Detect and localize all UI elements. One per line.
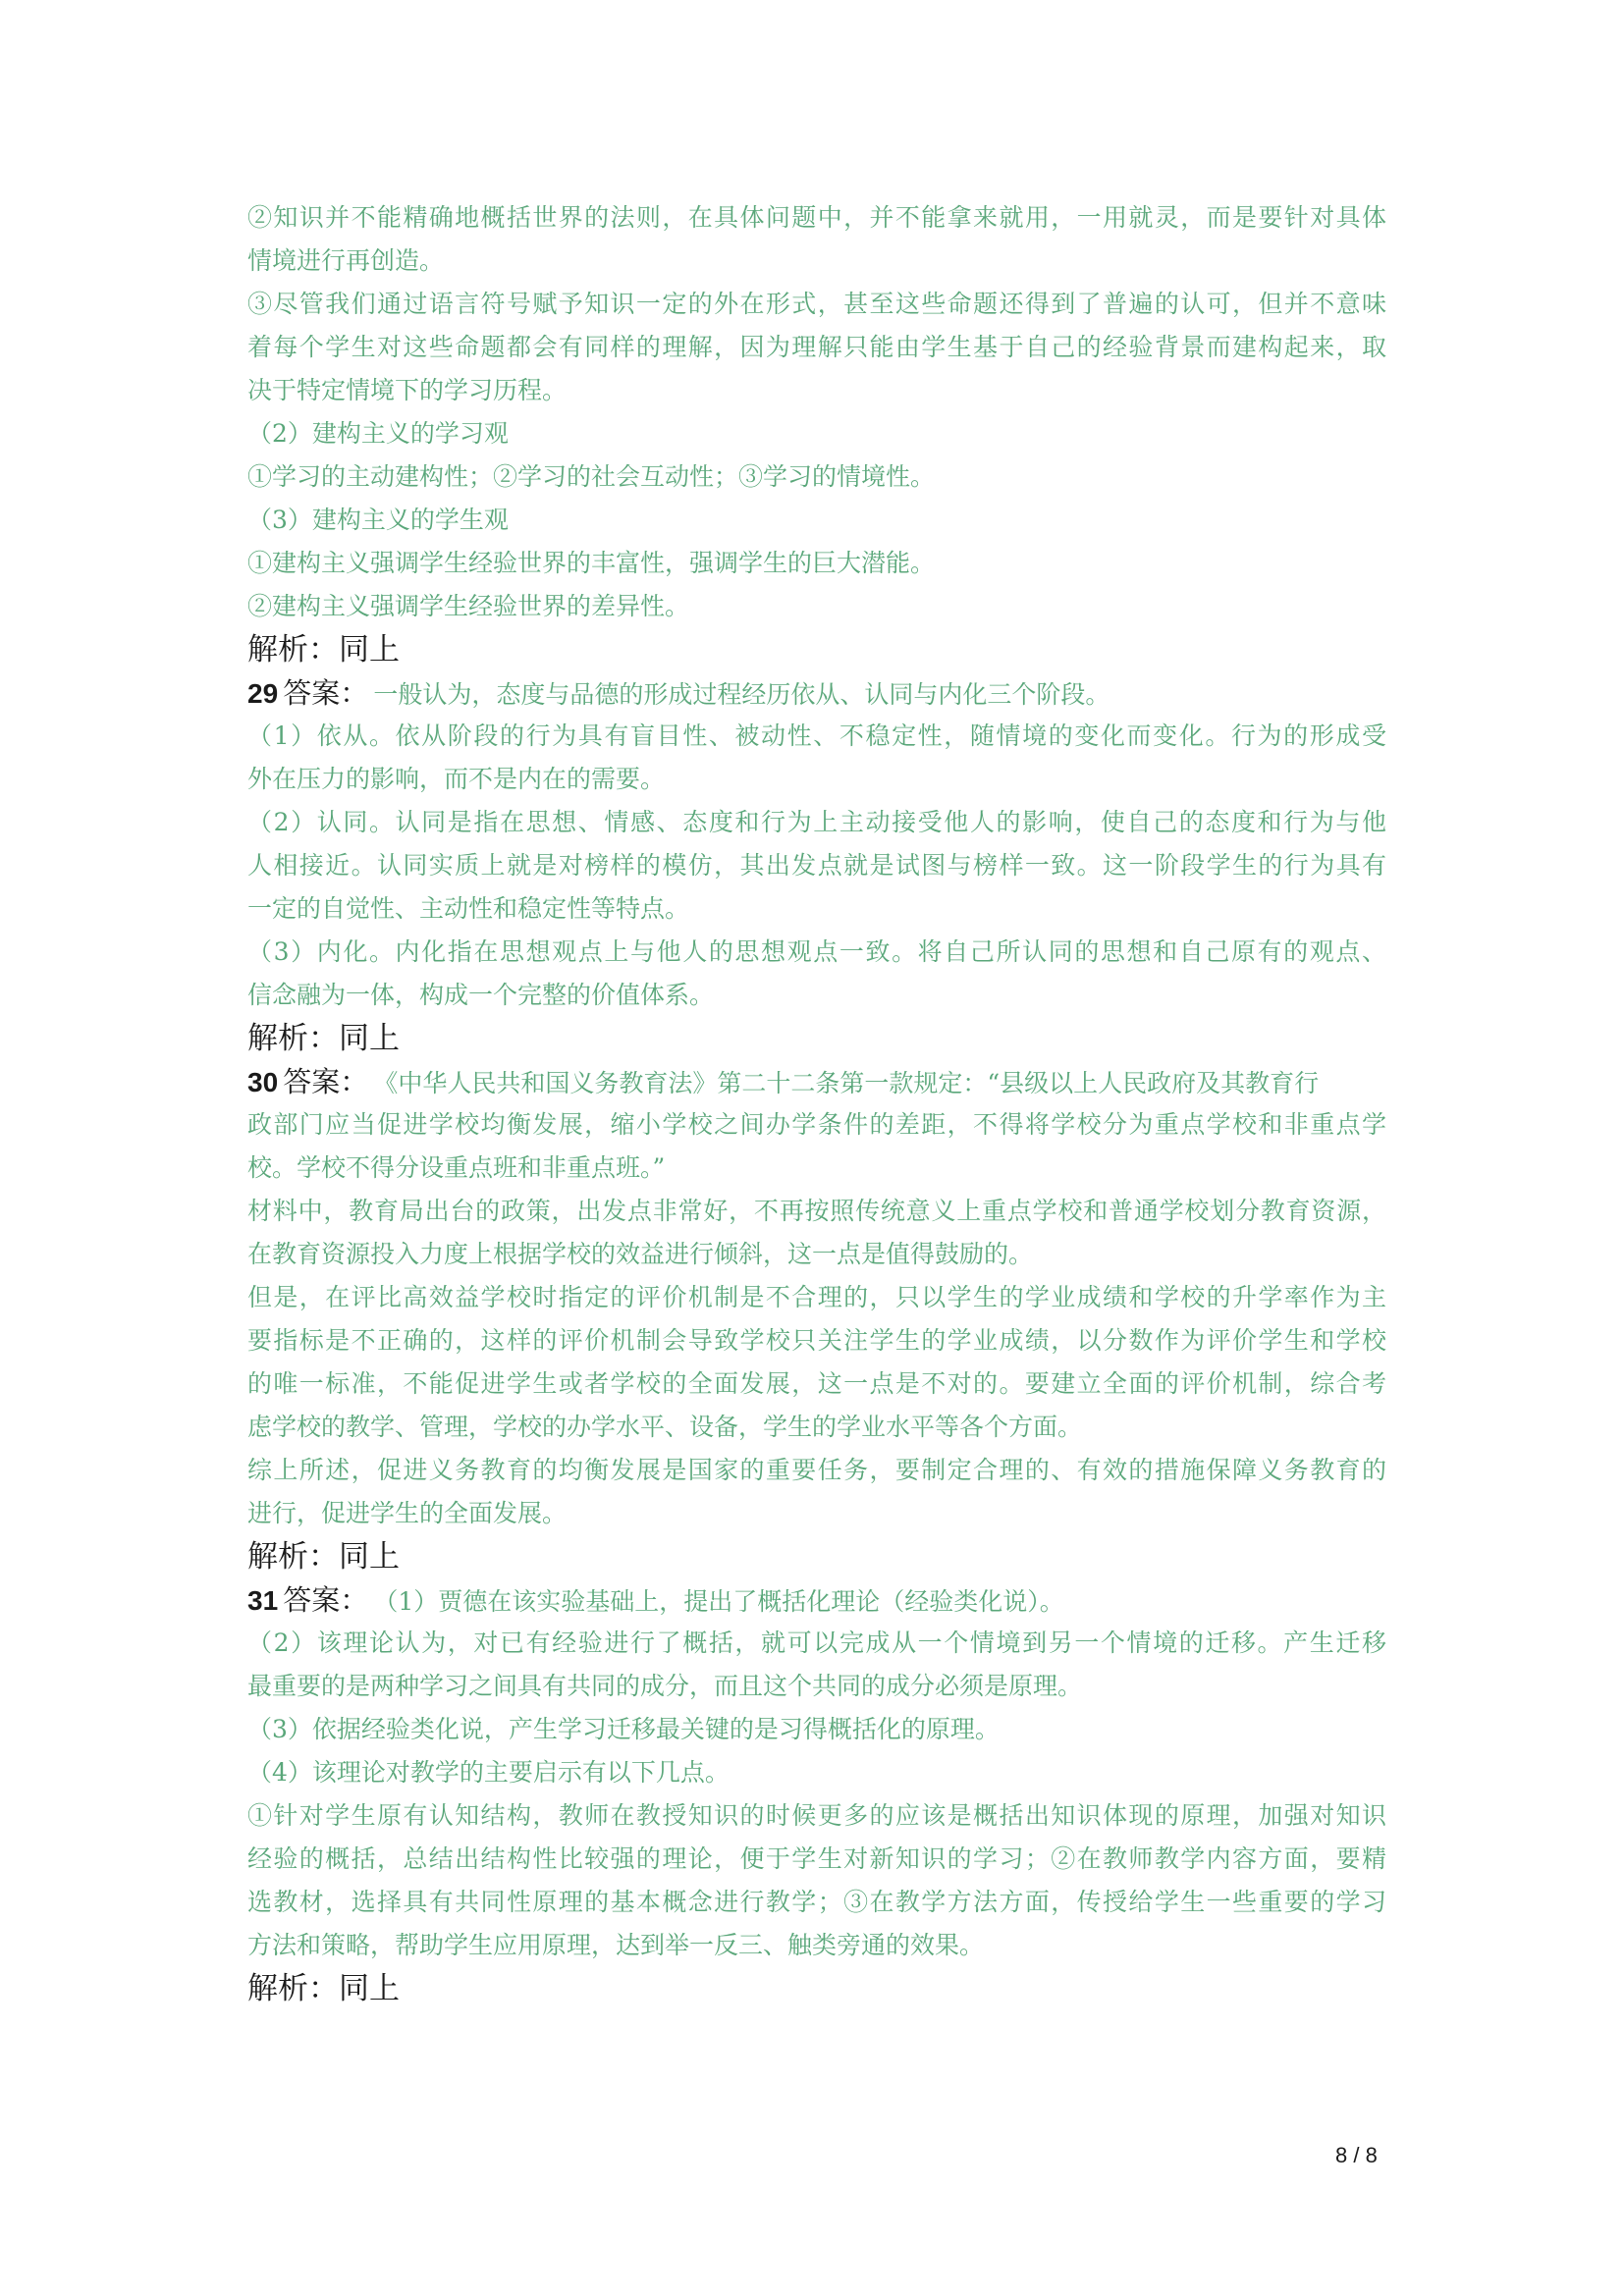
text-line: 选教材，选择具有共同性原理的基本概念进行教学；③在教学方法方面，传授给学生一些重要的学习 — [247, 1888, 1386, 1916]
text-line: （1）依从。依从阶段的行为具有盲目性、被动性、不稳定性，随情境的变化而变化。行为的形成受 — [247, 721, 1386, 750]
text-line: （3）建构主义的学生观 — [247, 506, 509, 534]
text-line: ①学习的主动建构性；②学习的社会互动性；③学习的情境性。 — [247, 462, 936, 491]
text-line: 进行，促进学生的全面发展。 — [247, 1499, 568, 1527]
text-line: （2）认同。认同是指在思想、情感、态度和行为上主动接受他人的影响，使自己的态度和行为与他 — [247, 808, 1386, 836]
q30-answer-block — [247, 1060, 1386, 1578]
q28-continuation — [247, 196, 1386, 671]
answer-label: 答案： — [283, 676, 369, 710]
q31-answer-block — [247, 1578, 1386, 2010]
text-line: ①建构主义强调学生经验世界的丰富性，强调学生的巨大潜能。 — [247, 549, 936, 577]
answer-first-line: 一般认为，态度与品德的形成过程经历依从、认同与内化三个阶段。 — [373, 680, 1110, 709]
analysis-heading: 解析：同上 — [247, 1021, 400, 1056]
text-line: （3）内化。内化指在思想观点上与他人的思想观点一致。将自己所认同的思想和自己原有的观点、 — [247, 937, 1386, 966]
text-line: （2）建构主义的学习观 — [247, 419, 509, 448]
text-line: 材料中，教育局出台的政策，出发点非常好，不再按照传统意义上重点学校和普通学校划分教育资源， — [247, 1197, 1386, 1225]
analysis-heading: 解析：同上 — [247, 632, 400, 667]
text-line: 着每个学生对这些命题都会有同样的理解，因为理解只能由学生基于自己的经验背景而建构起来，取 — [247, 333, 1386, 361]
document-body — [247, 196, 1386, 2010]
text-line: 的唯一标准，不能促进学生或者学校的全面发展，这一点是不对的。要建立全面的评价机制，综合考 — [247, 1369, 1386, 1398]
text-line: 在教育资源投入力度上根据学校的效益进行倾斜，这一点是值得鼓励的。 — [247, 1240, 1034, 1268]
q29-answer-row — [247, 671, 1386, 715]
text-line: （3）依据经验类化说，产生学习迁移最关键的是习得概括化的原理。 — [247, 1715, 1000, 1743]
q31-answer-row — [247, 1578, 1386, 1622]
text-line: 人相接近。认同实质上就是对榜样的模仿，其出发点就是试图与榜样一致。这一阶段学生的行为具有 — [247, 851, 1386, 880]
text-line: ③尽管我们通过语言符号赋予知识一定的外在形式，甚至这些命题还得到了普遍的认可，但并不意味 — [247, 290, 1386, 318]
question-number: 30 — [247, 1067, 279, 1097]
analysis-heading: 解析：同上 — [247, 1539, 400, 1575]
text-line: 但是，在评比高效益学校时指定的评价机制是不合理的，只以学生的学业成绩和学校的升学率作为主 — [247, 1283, 1386, 1311]
text-line: （4）该理论对教学的主要启示有以下几点。 — [247, 1758, 730, 1787]
question-number: 29 — [247, 678, 279, 709]
text-line: 校。学校不得分设重点班和非重点班。” — [247, 1153, 666, 1182]
text-line: 一定的自觉性、主动性和稳定性等特点。 — [247, 894, 690, 923]
text-line: ②建构主义强调学生经验世界的差异性。 — [247, 592, 690, 620]
text-line: 方法和策略，帮助学生应用原理，达到举一反三、触类旁通的效果。 — [247, 1931, 985, 1959]
text-line: 经验的概括，总结出结构性比较强的理论，便于学生对新知识的学习；②在教师教学内容方面，要精 — [247, 1844, 1386, 1873]
text-line: （2）该理论认为，对已有经验进行了概括，就可以完成从一个情境到另一个情境的迁移。产生迁移 — [247, 1629, 1386, 1657]
text-line: ②知识并不能精确地概括世界的法则，在具体问题中，并不能拿来就用，一用就灵，而是要针对具体 — [247, 203, 1386, 232]
text-line: 最重要的是两种学习之间具有共同的成分，而且这个共同的成分必须是原理。 — [247, 1672, 1083, 1700]
q29-answer-block — [247, 671, 1386, 1060]
text-line: 情境进行再创造。 — [247, 246, 445, 275]
answer-label: 答案： — [283, 1065, 369, 1098]
answer-first-line: 《中华人民共和国义务教育法》第二十二条第一款规定：“县级以上人民政府及其教育行 — [373, 1069, 1320, 1097]
text-line: ①针对学生原有认知结构，教师在教授知识的时候更多的应该是概括出知识体现的原理，加强对知识 — [247, 1801, 1386, 1830]
text-line: 综上所述，促进义务教育的均衡发展是国家的重要任务，要制定合理的、有效的措施保障义务教育的 — [247, 1456, 1386, 1484]
text-line: 外在压力的影响，而不是内在的需要。 — [247, 765, 666, 793]
q30-answer-row — [247, 1060, 1386, 1103]
text-line: 决于特定情境下的学习历程。 — [247, 376, 568, 404]
text-line: 政部门应当促进学校均衡发展，缩小学校之间办学条件的差距，不得将学校分为重点学校和非重点学 — [247, 1110, 1386, 1139]
text-line: 虑学校的教学、管理，学校的办学水平、设备，学生的学业水平等各个方面。 — [247, 1413, 1083, 1441]
question-number: 31 — [247, 1585, 279, 1616]
analysis-heading: 解析：同上 — [247, 1971, 400, 2006]
text-line: 要指标是不正确的，这样的评价机制会导致学校只关注学生的学业成绩，以分数作为评价学生和学校 — [247, 1326, 1386, 1355]
answer-first-line: （1）贾德在该实验基础上，提出了概括化理论（经验类化说）。 — [373, 1587, 1064, 1616]
page-number: 8 / 8 — [1335, 2143, 1378, 2167]
text-line: 信念融为一体，构成一个完整的价值体系。 — [247, 981, 715, 1009]
answer-label: 答案： — [283, 1583, 369, 1617]
